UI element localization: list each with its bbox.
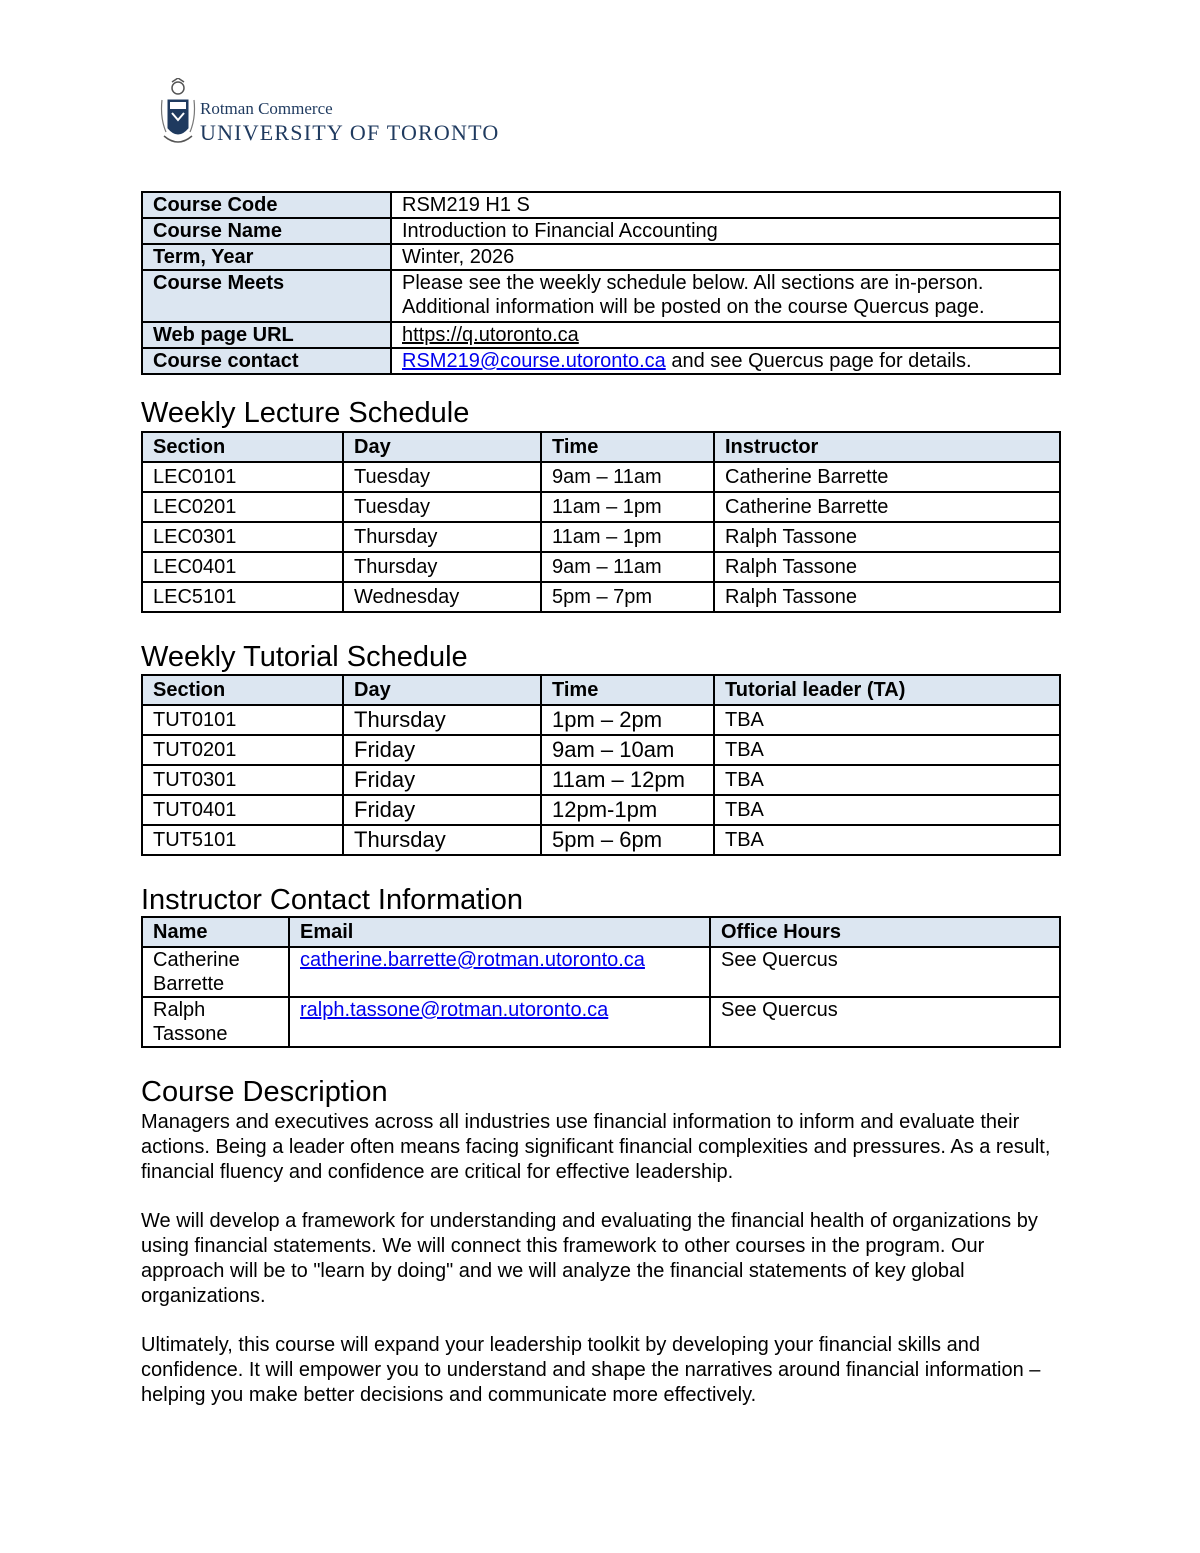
course-description-title: Course Description <box>141 1076 388 1108</box>
lecture-day: Wednesday <box>343 582 541 612</box>
logo-line2: UNIVERSITY OF TORONTO <box>200 120 500 145</box>
course-meets-value: Please see the weekly schedule below. All sections are in-person. Additional information will be posted on the course Quercus page. <box>391 270 1060 322</box>
course-code-value: RSM219 H1 S <box>391 192 1060 218</box>
lecture-section: LEC0101 <box>142 462 343 492</box>
lecture-time: 5pm – 7pm <box>541 582 714 612</box>
lecture-time: 9am – 11am <box>541 462 714 492</box>
contact-office-hours: See Quercus <box>710 947 1060 997</box>
tutorial-leader: TBA <box>714 705 1060 735</box>
term-year-row <box>142 244 1060 270</box>
description-paragraph-1: Managers and executives across all industries use financial information to inform and evaluate their actions. Being a leader often means facing significant financial complexities and pressures. As a result, financial fluency and confidence are critical for effective leadership. <box>141 1111 1051 1183</box>
table-row <box>142 582 1060 612</box>
lecture-day: Thursday <box>343 522 541 552</box>
lecture-col-section: Section <box>142 432 343 462</box>
tutorial-time: 12pm-1pm <box>541 795 714 825</box>
contact-email-link[interactable]: catherine.barrette@rotman.utoronto.ca <box>300 949 645 971</box>
tutorial-col-day: Day <box>343 675 541 705</box>
table-row <box>142 735 1060 765</box>
course-contact-email-link[interactable]: RSM219@course.utoronto.ca <box>402 350 666 372</box>
instructor-contacts-title: Instructor Contact Information <box>141 884 523 916</box>
course-meets-label: Course Meets <box>142 270 391 322</box>
tutorial-section: TUT0201 <box>142 735 343 765</box>
web-url-label: Web page URL <box>142 322 391 348</box>
tutorial-leader: TBA <box>714 735 1060 765</box>
table-row <box>142 795 1060 825</box>
lecture-instructor: Catherine Barrette <box>714 462 1060 492</box>
lecture-section: LEC0301 <box>142 522 343 552</box>
course-code-label: Course Code <box>142 192 391 218</box>
tutorial-day: Thursday <box>343 825 541 855</box>
course-contact-cell <box>391 348 1060 374</box>
tutorial-col-time: Time <box>541 675 714 705</box>
tutorial-day: Thursday <box>343 705 541 735</box>
lecture-section: LEC0401 <box>142 552 343 582</box>
crest-icon <box>162 78 195 142</box>
tutorial-schedule-title: Weekly Tutorial Schedule <box>141 641 468 673</box>
lecture-col-instructor: Instructor <box>714 432 1060 462</box>
lecture-schedule-title: Weekly Lecture Schedule <box>141 397 470 429</box>
table-row <box>142 997 1060 1047</box>
university-logo <box>158 78 503 158</box>
contact-name: Catherine Barrette <box>142 947 289 997</box>
tutorial-section: TUT5101 <box>142 825 343 855</box>
lecture-col-day: Day <box>343 432 541 462</box>
course-code-row <box>142 192 1060 218</box>
contact-office-hours: See Quercus <box>710 997 1060 1047</box>
lecture-day: Tuesday <box>343 492 541 522</box>
table-row <box>142 492 1060 522</box>
contact-email-cell <box>289 947 710 997</box>
lecture-time: 9am – 11am <box>541 552 714 582</box>
tutorial-time: 5pm – 6pm <box>541 825 714 855</box>
table-row <box>142 825 1060 855</box>
web-url-row <box>142 322 1060 348</box>
lecture-instructor: Ralph Tassone <box>714 552 1060 582</box>
tutorial-time: 11am – 12pm <box>541 765 714 795</box>
course-name-row <box>142 218 1060 244</box>
tutorial-schedule-table <box>141 674 1061 856</box>
table-row <box>142 522 1060 552</box>
tutorial-day: Friday <box>343 735 541 765</box>
lecture-time: 11am – 1pm <box>541 522 714 552</box>
lecture-instructor: Ralph Tassone <box>714 582 1060 612</box>
contacts-col-office-hours: Office Hours <box>710 917 1060 947</box>
description-paragraph-2: We will develop a framework for understanding and evaluating the financial health of organizations by using financial statements. We will connect this framework to other courses in the program. Our approach will be to "learn by doing" and we will analyze the financial statements of key global organizations. <box>141 1210 1038 1307</box>
lecture-section: LEC5101 <box>142 582 343 612</box>
tutorial-leader: TBA <box>714 765 1060 795</box>
lecture-day: Thursday <box>343 552 541 582</box>
course-meets-row <box>142 270 1060 322</box>
tutorial-section: TUT0101 <box>142 705 343 735</box>
course-info-table <box>141 191 1061 375</box>
course-name-label: Course Name <box>142 218 391 244</box>
tutorial-section: TUT0301 <box>142 765 343 795</box>
table-row <box>142 552 1060 582</box>
web-url-cell <box>391 322 1060 348</box>
lecture-header-row <box>142 432 1060 462</box>
contact-name: Ralph Tassone <box>142 997 289 1047</box>
contact-email-cell <box>289 997 710 1047</box>
tutorial-time: 9am – 10am <box>541 735 714 765</box>
lecture-time: 11am – 1pm <box>541 492 714 522</box>
term-year-label: Term, Year <box>142 244 391 270</box>
course-contact-label: Course contact <box>142 348 391 374</box>
contacts-col-name: Name <box>142 917 289 947</box>
tutorial-time: 1pm – 2pm <box>541 705 714 735</box>
course-name-value: Introduction to Financial Accounting <box>391 218 1060 244</box>
course-contact-row <box>142 348 1060 374</box>
table-row <box>142 765 1060 795</box>
logo-line1: Rotman Commerce <box>200 99 333 118</box>
tutorial-col-section: Section <box>142 675 343 705</box>
lecture-instructor: Catherine Barrette <box>714 492 1060 522</box>
tutorial-header-row <box>142 675 1060 705</box>
description-paragraph-3: Ultimately, this course will expand your leadership toolkit by developing your financial skills and confidence. It will empower you to understand and shape the narratives around financial information – helping you make better decisions and communicate more effectively. <box>141 1334 1041 1406</box>
contacts-header-row <box>142 917 1060 947</box>
contact-email-link[interactable]: ralph.tassone@rotman.utoronto.ca <box>300 999 609 1021</box>
lecture-section: LEC0201 <box>142 492 343 522</box>
table-row <box>142 947 1060 997</box>
tutorial-section: TUT0401 <box>142 795 343 825</box>
lecture-schedule-table <box>141 431 1061 613</box>
tutorial-col-leader: Tutorial leader (TA) <box>714 675 1060 705</box>
term-year-value: Winter, 2026 <box>391 244 1060 270</box>
lecture-day: Tuesday <box>343 462 541 492</box>
tutorial-leader: TBA <box>714 825 1060 855</box>
course-contact-suffix: and see Quercus page for details. <box>665 350 972 372</box>
instructor-contacts-table <box>141 916 1061 1048</box>
tutorial-leader: TBA <box>714 795 1060 825</box>
lecture-instructor: Ralph Tassone <box>714 522 1060 552</box>
contacts-col-email: Email <box>289 917 710 947</box>
lecture-col-time: Time <box>541 432 714 462</box>
web-url-link[interactable]: https://q.utoronto.ca <box>402 324 579 346</box>
table-row <box>142 705 1060 735</box>
tutorial-day: Friday <box>343 765 541 795</box>
table-row <box>142 462 1060 492</box>
tutorial-day: Friday <box>343 795 541 825</box>
